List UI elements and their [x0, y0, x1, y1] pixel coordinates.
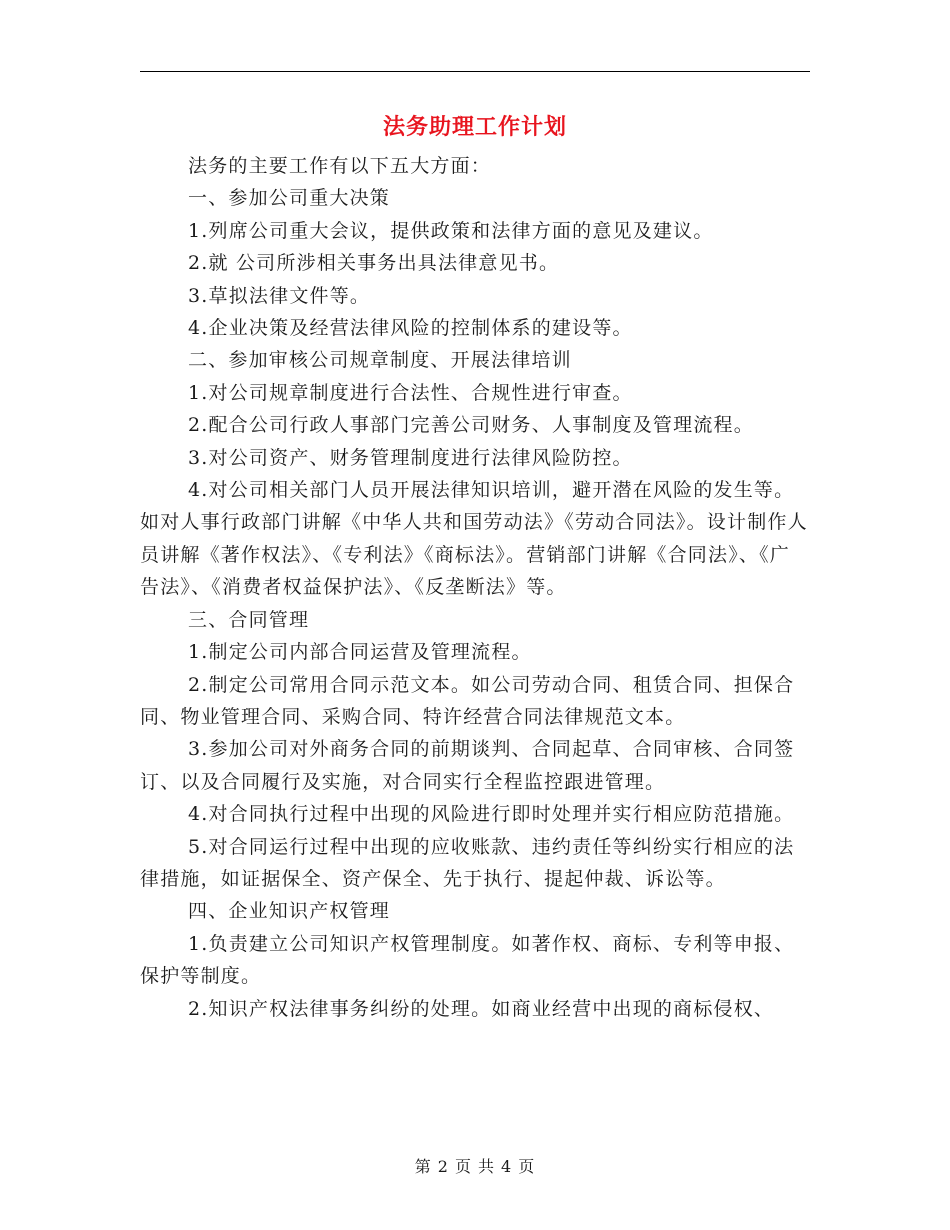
paragraph: 法务的主要工作有以下五大方面： [188, 155, 492, 177]
paragraph: 1.制定公司内部合同运营及管理流程。 [188, 641, 532, 664]
document-body [140, 150, 810, 1025]
page-footer [0, 1154, 950, 1177]
paragraph: 3.参加公司对外商务合同的前期谈判、合同起草、合同审核、合同签订、以及合同履行及实施，对合同实行全程监控跟进管理。 [140, 738, 795, 793]
paragraph: 1.负责建立公司知识产权管理制度。如著作权、商标、专利等申报、保护等制度。 [140, 932, 795, 988]
paragraph: 2.配合公司行政人事部门完善公司财务、人事制度及管理流程。 [188, 414, 754, 437]
paragraph: 5.对合同运行过程中出现的应收账款、违约责任等纠纷实行相应的法律措施，如证据保全、资产保全、先于执行、提起仲裁、诉讼等。 [140, 835, 795, 890]
paragraph: 2.制定公司常用合同示范文本。如公司劳动合同、租赁合同、担保合同、物业管理合同、采购合同、特许经营合同法律规范文本。 [140, 673, 795, 728]
section-heading: 一、参加公司重大决策 [188, 187, 391, 210]
footer-total-pages: 4 [501, 1157, 513, 1176]
section-heading: 三、合同管理 [188, 608, 310, 631]
paragraph: 2.知识产权法律事务纠纷的处理。如商业经营中出现的商标侵权、 [188, 997, 775, 1020]
footer-prefix: 第 [414, 1157, 432, 1176]
header-rule [140, 71, 810, 72]
paragraph: 2.就 公司所涉相关事务出具法律意见书。 [188, 252, 560, 275]
paragraph: 3.草拟法律文件等。 [188, 284, 371, 307]
footer-middle: 页 共 [454, 1157, 496, 1176]
footer-suffix: 页 [518, 1157, 536, 1176]
paragraph: 1.列席公司重大会议，提供政策和法律方面的意见及建议。 [188, 219, 714, 242]
paragraph: 1.对公司规章制度进行合法性、合规性进行审查。 [188, 381, 633, 404]
section-heading: 四、企业知识产权管理 [188, 900, 391, 923]
document-title: 法务助理工作计划 [382, 114, 567, 140]
paragraph: 4.对公司相关部门人员开展法律知识培训，避开潜在风险的发生等。如对人事行政部门讲解《中华人共和国劳动法》《劳动合同法》。设计制作人员讲解《著作权法》、《专利法》《商标法》。营销部门讲解《合同法》、《广告法》、《消费者权益保护法》、《反垄断法》等。 [140, 479, 808, 599]
paragraph: 3.对公司资产、财务管理制度进行法律风险防控。 [188, 446, 633, 469]
paragraph: 4.企业决策及经营法律风险的控制体系的建设等。 [188, 317, 633, 340]
paragraph: 4.对合同执行过程中出现的风险进行即时处理并实行相应防范措施。 [188, 803, 795, 826]
section-heading: 二、参加审核公司规章制度、开展法律培训 [188, 349, 572, 372]
footer-current-page: 2 [437, 1157, 449, 1176]
